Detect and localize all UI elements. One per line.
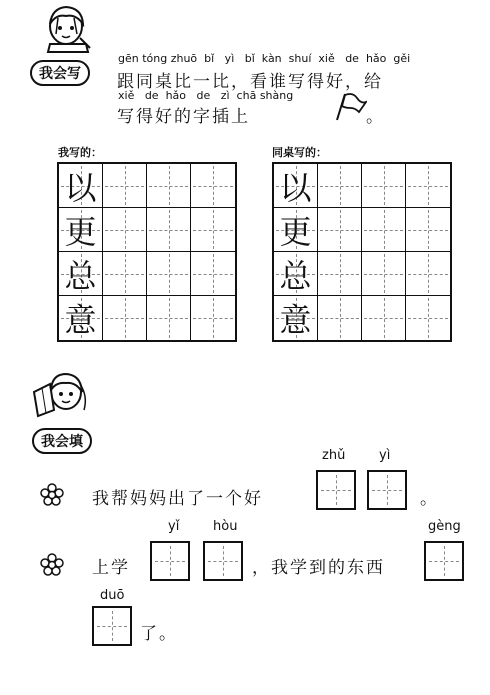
grid-cell	[59, 164, 103, 208]
grid-cell	[274, 164, 318, 208]
model-character: 总	[64, 256, 97, 295]
model-character: 总	[279, 256, 312, 295]
flower-icon	[40, 553, 64, 577]
grid-cell[interactable]	[318, 296, 362, 340]
grid-cell[interactable]	[406, 208, 450, 252]
model-character: 以	[64, 168, 97, 207]
answer-box-yi[interactable]	[367, 470, 407, 510]
grid-cell[interactable]	[318, 252, 362, 296]
model-character: 意	[279, 301, 312, 339]
instruction-pinyin-line1: gēn tóng zhuō bǐ yì bǐ kàn shuí xiě de hǎo gěi	[118, 52, 411, 65]
model-character: 意	[64, 301, 97, 339]
grid-cell[interactable]	[191, 252, 235, 296]
answer-box-duo[interactable]	[92, 606, 132, 646]
grid-cell[interactable]	[147, 164, 191, 208]
writing-grid-left	[57, 162, 237, 342]
model-character: 更	[279, 212, 312, 251]
grid-cell[interactable]	[362, 164, 406, 208]
pinyin-zhu: zhǔ	[322, 448, 346, 463]
grid-cell[interactable]	[147, 296, 191, 340]
grid-cell	[59, 296, 103, 340]
sentence2-end: 了。	[140, 624, 178, 644]
writing-grid-right	[272, 162, 452, 342]
pinyin-yi: yì	[379, 448, 391, 463]
grid-cell[interactable]	[362, 208, 406, 252]
grid-cell[interactable]	[103, 164, 147, 208]
sentence2-text-b: ，我学到的东西	[252, 558, 385, 578]
instruction-line2-end: 。	[366, 107, 385, 127]
instruction-pinyin-line2: xiě de hǎo de zì chā shàng	[118, 89, 294, 102]
instruction-line1: 跟同桌比一比，看谁写得好，给	[117, 72, 383, 92]
flag-icon	[333, 92, 367, 122]
section-badge-fill: 我会填	[32, 428, 92, 454]
model-character: 以	[279, 168, 312, 207]
instruction-line2: 写得好的字插上	[117, 107, 250, 127]
grid-cell	[59, 208, 103, 252]
answer-box-yi3[interactable]	[150, 541, 190, 581]
answer-box-hou[interactable]	[203, 541, 243, 581]
grid-cell[interactable]	[191, 164, 235, 208]
sentence2-text-a: 上学	[92, 558, 130, 578]
grid-cell[interactable]	[406, 164, 450, 208]
grid-cell	[59, 252, 103, 296]
grid-cell[interactable]	[147, 252, 191, 296]
grid-cell[interactable]	[191, 208, 235, 252]
sentence1-end: 。	[420, 489, 439, 509]
grid-cell[interactable]	[406, 252, 450, 296]
label-deskmate-writing: 同桌写的：	[272, 146, 327, 159]
grid-cell	[274, 252, 318, 296]
grid-cell	[274, 208, 318, 252]
girl-reading-icon	[30, 370, 94, 428]
answer-box-geng[interactable]	[424, 541, 464, 581]
model-character: 更	[64, 212, 97, 251]
grid-cell[interactable]	[362, 296, 406, 340]
flower-icon	[40, 483, 64, 507]
grid-cell[interactable]	[362, 252, 406, 296]
grid-cell[interactable]	[318, 208, 362, 252]
pinyin-duo: duō	[100, 588, 125, 603]
label-my-writing: 我写的：	[58, 146, 102, 159]
girl-writing-icon	[36, 4, 100, 62]
answer-box-zhu[interactable]	[316, 470, 356, 510]
grid-cell[interactable]	[103, 208, 147, 252]
grid-cell[interactable]	[103, 296, 147, 340]
sentence1-text: 我帮妈妈出了一个好	[92, 489, 263, 509]
pinyin-hou: hòu	[213, 519, 238, 534]
pinyin-geng: gèng	[428, 519, 461, 534]
section-badge-write: 我会写	[30, 60, 90, 86]
pinyin-yi3: yǐ	[168, 519, 180, 534]
grid-cell[interactable]	[406, 296, 450, 340]
grid-cell[interactable]	[318, 164, 362, 208]
grid-cell	[274, 296, 318, 340]
grid-cell[interactable]	[103, 252, 147, 296]
grid-cell[interactable]	[191, 296, 235, 340]
grid-cell[interactable]	[147, 208, 191, 252]
